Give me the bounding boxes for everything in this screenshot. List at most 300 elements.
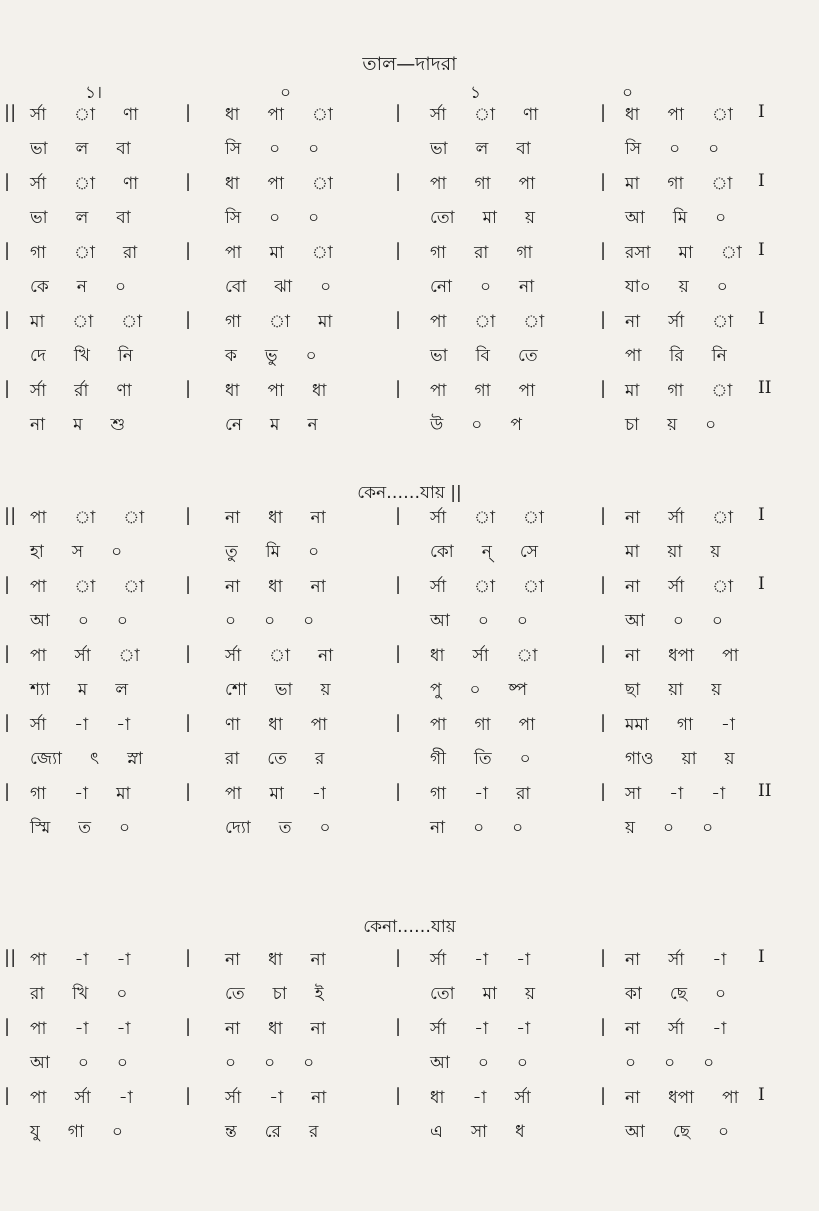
lyric-syllable: শ্যা	[30, 680, 50, 700]
lyric-syllable: চা	[272, 984, 287, 1004]
note: ণা	[523, 105, 539, 125]
barline: |	[600, 781, 607, 802]
lyric-syllable: ৎ	[89, 749, 100, 769]
note: া	[269, 312, 290, 332]
note: পা	[267, 105, 284, 125]
lyric-group	[625, 746, 735, 774]
lyric-group	[430, 136, 531, 164]
note-group	[430, 643, 538, 671]
lyric-group	[430, 608, 528, 636]
lyric-group	[225, 205, 319, 233]
note: ধা	[625, 105, 640, 125]
note-group	[430, 240, 532, 268]
lyric-syllable: বো	[225, 277, 247, 297]
lyric-syllable: না	[30, 415, 46, 435]
lyric-syllable: বা	[116, 208, 131, 228]
lyric-syllable: ০	[705, 415, 717, 435]
note: া	[711, 174, 733, 194]
note: া	[474, 577, 496, 597]
lyric-syllable: ম	[77, 680, 88, 700]
barline-open: |	[4, 1085, 11, 1106]
note: পা	[267, 381, 284, 401]
lyric-syllable: তু	[225, 542, 238, 562]
barline: |	[395, 643, 402, 664]
lyric-group	[625, 981, 726, 1009]
lyric-syllable: শো	[225, 680, 247, 700]
lyric-syllable: ০	[319, 818, 331, 838]
lyric-syllable: চা	[625, 415, 640, 435]
lyric-group	[625, 539, 720, 567]
barline: |	[185, 171, 192, 192]
lyric-syllable: হা	[30, 542, 44, 562]
barline-open: |	[4, 171, 11, 192]
note-group	[30, 102, 138, 130]
lyric-group	[225, 1119, 318, 1147]
note: -া	[311, 784, 326, 804]
beat-mark: ১।	[85, 83, 103, 103]
lyric-syllable: যা০	[625, 277, 651, 297]
note: া	[72, 312, 94, 332]
note: ণা	[123, 105, 139, 125]
barline: |	[395, 309, 402, 330]
lyric-syllable: য়	[711, 680, 722, 700]
lyric-group	[30, 981, 127, 1009]
note: না	[625, 577, 641, 597]
barline: |	[600, 643, 607, 664]
note-group	[430, 171, 535, 199]
note: া	[523, 577, 544, 597]
lyric-syllable: য়া	[668, 680, 684, 700]
barline: |	[185, 712, 192, 733]
lyric-syllable: ০	[477, 1053, 489, 1073]
note-group	[30, 947, 130, 975]
note-group	[625, 712, 735, 740]
lyric-syllable: ০	[308, 542, 320, 562]
note: া	[712, 508, 734, 528]
note: পা	[722, 1088, 739, 1108]
note: ধা	[268, 508, 283, 528]
lyric-syllable: তে	[225, 984, 245, 1004]
lyric-syllable: জ্যো	[30, 749, 62, 769]
note: া	[711, 105, 733, 125]
lyric-syllable: সা	[470, 1122, 488, 1142]
lyric-syllable: ০	[114, 277, 127, 297]
note: া	[474, 105, 496, 125]
lyric-syllable: ০	[715, 984, 727, 1004]
note: র্সা	[668, 508, 685, 528]
barline-close: I	[758, 240, 765, 260]
lyric-syllable: ০	[225, 611, 237, 631]
lyric-group	[430, 1050, 528, 1078]
note: া	[74, 577, 96, 597]
note: না	[625, 646, 641, 666]
note-group	[225, 643, 333, 671]
note-group	[625, 947, 726, 975]
barline: |	[185, 378, 192, 399]
note: া	[311, 105, 333, 125]
lyric-syllable: বি	[475, 346, 490, 366]
barline-open: |	[4, 574, 11, 595]
lyric-syllable: ০	[703, 1053, 715, 1073]
note: পা	[518, 381, 536, 401]
lyric-syllable: ই	[314, 984, 324, 1004]
lyric-syllable: আ	[30, 611, 50, 631]
lyric-syllable: খি	[73, 346, 90, 366]
barline-open: ||	[4, 505, 17, 526]
lyric-syllable: নো	[430, 277, 452, 297]
lyric-syllable: ছে	[672, 1122, 691, 1142]
note-group	[430, 1016, 530, 1044]
lyric-syllable: ০	[308, 208, 320, 228]
note-group	[625, 643, 739, 671]
note: না	[311, 1088, 327, 1108]
note: গা	[474, 174, 491, 194]
lyric-syllable: প	[510, 415, 522, 435]
lyric-group	[30, 677, 128, 705]
lyric-syllable: র	[308, 1122, 319, 1142]
barline: |	[600, 1016, 607, 1037]
lyric-syllable: স্না	[127, 749, 143, 769]
barline: |	[600, 378, 607, 399]
lyric-syllable: ন	[307, 415, 318, 435]
lyric-group	[30, 1050, 128, 1078]
lyric-syllable: ০	[305, 346, 317, 366]
lyric-group	[30, 746, 143, 774]
note: ধা	[225, 381, 240, 401]
note: ধা	[225, 105, 240, 125]
note: মা	[625, 174, 640, 194]
note-group	[30, 712, 130, 740]
note-group	[625, 781, 725, 809]
lyric-group	[625, 608, 723, 636]
note: গা	[474, 381, 491, 401]
note: পা	[722, 646, 739, 666]
lyric-syllable: ন্	[481, 542, 492, 562]
note-group	[430, 505, 544, 533]
lyric-syllable: ছা	[625, 680, 641, 700]
note: র্সা	[30, 105, 47, 125]
note-group	[225, 171, 333, 199]
note: র্সা	[30, 715, 47, 735]
lyric-syllable: ভা	[274, 680, 293, 700]
lyric-syllable: আ	[430, 1053, 450, 1073]
note: না	[318, 646, 334, 666]
note: পা	[518, 174, 536, 194]
note: পা	[310, 715, 328, 735]
barline: |	[600, 240, 607, 261]
note: ণা	[123, 174, 139, 194]
note: র্সা	[74, 1088, 91, 1108]
lyric-syllable: তি	[474, 749, 492, 769]
note-group	[430, 947, 530, 975]
barline-close: I	[758, 102, 765, 122]
lyric-syllable: নে	[225, 415, 243, 435]
note-group	[225, 505, 326, 533]
lyric-syllable: পু	[430, 680, 442, 700]
barline-open: |	[4, 643, 11, 664]
note: পা	[430, 715, 447, 735]
lyric-syllable: তো	[430, 984, 455, 1004]
note: া	[121, 312, 143, 332]
note: া	[711, 381, 733, 401]
note-group	[225, 781, 326, 809]
lyric-group	[430, 412, 522, 440]
barline: |	[395, 1085, 402, 1106]
barline: |	[395, 378, 402, 399]
lyric-group	[625, 205, 726, 233]
note-group	[30, 171, 138, 199]
barline: |	[185, 1085, 192, 1106]
note: -া	[712, 950, 727, 970]
note: মা	[625, 381, 640, 401]
lyric-syllable: ন	[76, 277, 87, 297]
lyric-syllable: ০	[711, 611, 723, 631]
note: পা	[30, 646, 47, 666]
lyric-syllable: ত	[278, 818, 292, 838]
barline: |	[395, 1016, 402, 1037]
note: া	[118, 646, 140, 666]
beat-mark: ১	[470, 83, 482, 103]
lyric-syllable: ০	[320, 277, 332, 297]
barline: |	[600, 712, 607, 733]
lyric-syllable: ০	[119, 818, 131, 838]
page-title: তাল—দাদরা	[362, 53, 457, 75]
note: -া	[74, 950, 89, 970]
lyric-group	[30, 815, 130, 843]
note: -া	[516, 1019, 531, 1039]
lyric-syllable: ০	[519, 749, 531, 769]
note: পা	[430, 381, 447, 401]
lyric-syllable: পা	[625, 346, 642, 366]
lyric-syllable: তে	[267, 749, 287, 769]
lyric-syllable: য়	[524, 208, 535, 228]
note: র্সা	[668, 312, 685, 332]
note-group	[625, 1085, 739, 1113]
lyric-group	[430, 815, 523, 843]
barline: |	[600, 1085, 607, 1106]
lyric-syllable: ম	[270, 415, 280, 435]
lyric-syllable: সি	[225, 139, 242, 159]
barline: |	[185, 102, 192, 123]
lyric-group	[625, 1050, 714, 1078]
lyric-syllable: ০	[663, 818, 675, 838]
barline-open: |	[4, 781, 11, 802]
lyric-syllable: ষ্প	[508, 680, 528, 700]
note: র্সা	[225, 646, 242, 666]
note: ণা	[116, 381, 132, 401]
note: -া	[720, 715, 735, 735]
barline: |	[185, 781, 192, 802]
lyric-syllable: রা	[225, 749, 240, 769]
note-group	[30, 505, 144, 533]
note: র্সা	[74, 646, 91, 666]
barline: |	[185, 574, 192, 595]
note: পা	[225, 243, 242, 263]
lyric-group	[430, 1119, 525, 1147]
lyric-syllable: রে	[264, 1122, 281, 1142]
lyric-syllable: ক	[225, 346, 237, 366]
note-group	[625, 102, 733, 130]
note: পা	[30, 950, 47, 970]
note: া	[474, 312, 496, 332]
refrain-marker: কেনা……যায়	[363, 917, 456, 937]
lyric-group	[225, 136, 319, 164]
lyric-group	[225, 1050, 314, 1078]
lyric-syllable: আ	[625, 611, 645, 631]
lyric-group	[225, 608, 314, 636]
lyric-syllable: খি	[72, 984, 89, 1004]
note: া	[474, 508, 496, 528]
note: র্সা	[472, 646, 489, 666]
barline-open: |	[4, 378, 11, 399]
lyric-group	[30, 608, 128, 636]
lyric-group	[625, 274, 728, 302]
note: পা	[518, 715, 536, 735]
barline: |	[395, 505, 402, 526]
lyric-syllable: আ	[30, 1053, 50, 1073]
lyric-syllable: গাও	[625, 749, 654, 769]
note-group	[625, 378, 732, 406]
lyric-syllable: ০	[471, 415, 483, 435]
note: গা	[474, 715, 491, 735]
note: পা	[267, 174, 284, 194]
lyric-syllable: বা	[116, 139, 131, 159]
lyric-group	[30, 205, 131, 233]
beat-mark: ০	[622, 83, 634, 103]
note: র্সা	[668, 577, 685, 597]
lyric-syllable: ০	[116, 984, 128, 1004]
lyric-syllable: য়া	[667, 542, 683, 562]
note: া	[123, 577, 145, 597]
lyric-syllable: ০	[269, 208, 281, 228]
note: না	[310, 950, 326, 970]
lyric-syllable: শু	[110, 415, 126, 435]
lyric-syllable: ০	[111, 1122, 123, 1142]
lyric-syllable: নি	[711, 346, 727, 366]
note-group	[30, 1016, 130, 1044]
note: -া	[116, 950, 131, 970]
lyric-syllable: ০	[77, 611, 89, 631]
note-group	[430, 309, 544, 337]
note: া	[516, 646, 538, 666]
lyric-syllable: আ	[430, 611, 450, 631]
lyric-group	[30, 274, 126, 302]
note: মা	[116, 784, 131, 804]
note: র্সা	[668, 1019, 685, 1039]
refrain-marker: কেন……যায় ||	[357, 483, 462, 503]
note-group	[225, 1085, 326, 1113]
lyric-group	[430, 539, 538, 567]
barline: |	[185, 240, 192, 261]
note-group	[430, 712, 535, 740]
note: ধপা	[668, 1088, 695, 1108]
lyric-syllable: যু	[30, 1122, 40, 1142]
note: -া	[74, 784, 89, 804]
note-group	[430, 781, 530, 809]
barline-close: II	[758, 781, 772, 801]
note: রা	[516, 784, 531, 804]
note: গা	[430, 243, 447, 263]
note: না	[625, 1088, 641, 1108]
note: রসা	[625, 243, 651, 263]
barline-open: ||	[4, 947, 17, 968]
note-group	[430, 1085, 531, 1113]
note: না	[310, 577, 326, 597]
note: া	[523, 508, 544, 528]
lyric-group	[625, 343, 727, 371]
lyric-syllable: ০	[303, 611, 315, 631]
lyric-syllable: নি	[117, 346, 133, 366]
barline: |	[185, 1016, 192, 1037]
lyric-syllable: ল	[475, 139, 489, 159]
note: না	[625, 508, 641, 528]
lyric-syllable: ভা	[430, 346, 448, 366]
note: -া	[711, 784, 726, 804]
lyric-group	[430, 274, 534, 302]
lyric-syllable: মি	[672, 208, 688, 228]
note: ধা	[268, 1019, 283, 1039]
note: র্সা	[30, 381, 47, 401]
note: -া	[516, 950, 531, 970]
note: -া	[116, 1019, 131, 1039]
lyric-syllable: ঝা	[274, 277, 293, 297]
note: র্সা	[430, 577, 447, 597]
note: ণা	[225, 715, 241, 735]
note-group	[30, 240, 137, 268]
lyric-syllable: য়া	[681, 749, 697, 769]
note: -া	[472, 1088, 487, 1108]
note: ধা	[430, 1088, 445, 1108]
note-group	[625, 171, 732, 199]
lyric-syllable: গী	[430, 749, 447, 769]
note: না	[225, 950, 241, 970]
note: না	[225, 508, 241, 528]
note: ধা	[268, 715, 283, 735]
lyric-syllable: ০	[664, 1053, 676, 1073]
barline-open: |	[4, 309, 11, 330]
note: -া	[474, 950, 489, 970]
note: পা	[225, 784, 242, 804]
barline: |	[395, 102, 402, 123]
note: ধা	[311, 381, 327, 401]
lyric-syllable: ভা	[30, 139, 48, 159]
note: না	[225, 1019, 241, 1039]
lyric-syllable: ধ	[515, 1122, 525, 1142]
lyric-group	[625, 412, 716, 440]
note: মা	[317, 312, 333, 332]
note: সা	[625, 784, 642, 804]
note-group	[225, 574, 326, 602]
lyric-group	[225, 677, 331, 705]
barline: |	[395, 240, 402, 261]
barline-close: I	[758, 574, 765, 594]
lyric-syllable: ০	[672, 611, 684, 631]
note: না	[225, 577, 241, 597]
note-group	[225, 1016, 326, 1044]
lyric-syllable: মা	[482, 984, 497, 1004]
barline: |	[395, 712, 402, 733]
note-group	[30, 378, 132, 406]
barline-open: |	[4, 240, 11, 261]
note: -া	[116, 715, 131, 735]
note: া	[74, 243, 95, 263]
note: পা	[667, 105, 684, 125]
note: গা	[667, 381, 684, 401]
note: া	[74, 105, 96, 125]
lyric-group	[30, 1119, 123, 1147]
note: র্সা	[30, 174, 47, 194]
note: ধা	[430, 646, 445, 666]
